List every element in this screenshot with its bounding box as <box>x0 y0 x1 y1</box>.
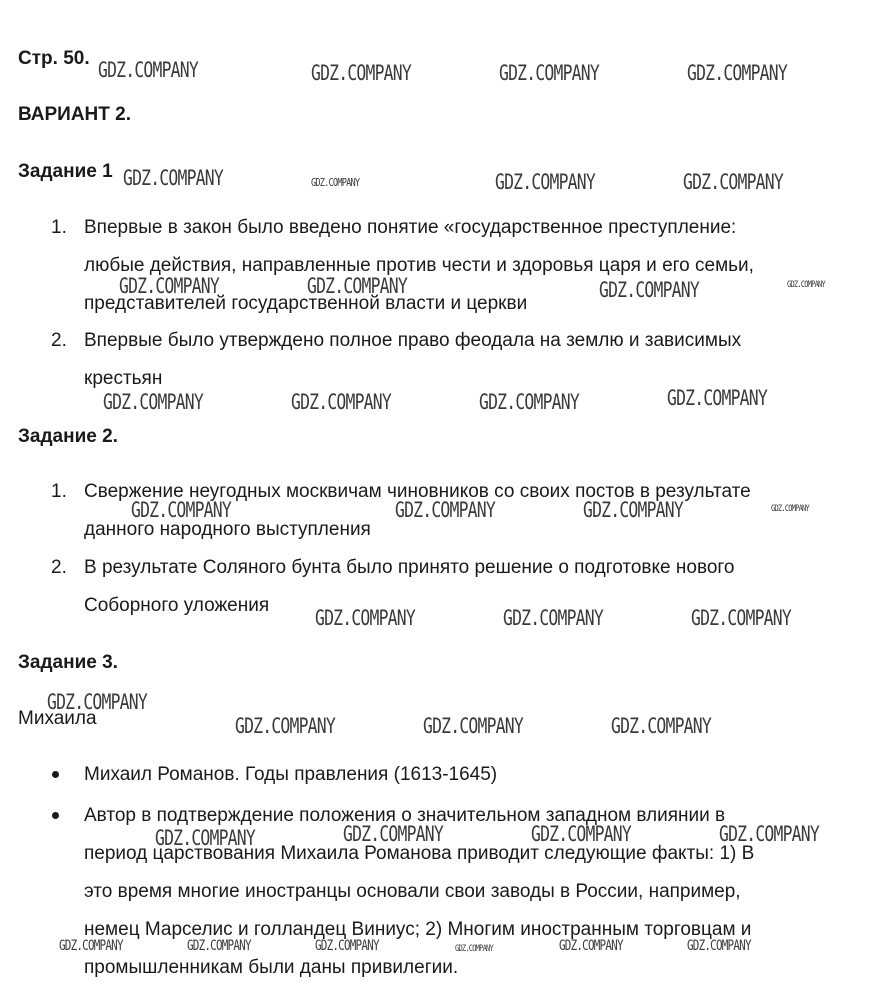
watermark: GDZ.COMPANY <box>315 938 379 954</box>
watermark: GDZ.COMPANY <box>119 274 219 298</box>
watermark: GDZ.COMPANY <box>559 938 623 954</box>
list-number: 1. <box>51 217 67 238</box>
watermark: GDZ.COMPANY <box>311 61 411 85</box>
watermark: GDZ.COMPANY <box>59 938 123 954</box>
watermark: GDZ.COMPANY <box>187 938 251 954</box>
task2-item-2-text: В результате Соляного бунта было принято решение о подготовке нового Соборного уложения <box>84 557 735 616</box>
watermark: GDZ.COMPANY <box>155 826 255 850</box>
list-number: 2. <box>51 330 67 351</box>
watermark: GDZ.COMPANY <box>771 504 809 514</box>
watermark: GDZ.COMPANY <box>503 606 603 630</box>
watermark: GDZ.COMPANY <box>423 714 523 738</box>
watermark: GDZ.COMPANY <box>683 170 783 194</box>
task3-subject: Михаила <box>18 708 97 729</box>
watermark: GDZ.COMPANY <box>395 498 495 522</box>
watermark: GDZ.COMPANY <box>307 274 407 298</box>
task2-item-1-text: Свержение неугодных москвичам чиновников со своих постов в результате данного народного выступления <box>84 481 751 540</box>
bullet-dot <box>52 812 59 819</box>
page-reference: Стр. 50. <box>18 48 90 69</box>
watermark: GDZ.COMPANY <box>47 690 147 714</box>
watermark: GDZ.COMPANY <box>687 938 751 954</box>
task3-bullet-2-text: Автор в подтверждение положения о значительном западном влиянии в период царствования Михаила Романова приводит следующие факты: 1) В это время многие иностранцы основали свои заводы в России, например, немец Марселис и голландец Виниус; 2) Многим иностранным торговцам и промышленникам были даны привилегии. <box>84 805 755 978</box>
bullet-dot <box>52 771 59 778</box>
task2-title: Задание 2. <box>18 426 118 447</box>
task1-item-1-text: Впервые в закон было введено понятие «государственное преступление: любые действия, направленные против чести и здоровья царя и его семьи, представителей государственной власти и церкви <box>84 217 754 314</box>
task1-title: Задание 1 <box>18 161 113 182</box>
watermark: GDZ.COMPANY <box>495 170 595 194</box>
watermark: GDZ.COMPANY <box>787 280 825 290</box>
watermark: GDZ.COMPANY <box>235 714 335 738</box>
watermark: GDZ.COMPANY <box>103 390 203 414</box>
watermark: GDZ.COMPANY <box>315 606 415 630</box>
watermark: GDZ.COMPANY <box>531 822 631 846</box>
watermark: GDZ.COMPANY <box>691 606 791 630</box>
watermark: GDZ.COMPANY <box>599 278 699 302</box>
watermark: GDZ.COMPANY <box>583 498 683 522</box>
watermark: GDZ.COMPANY <box>687 61 787 85</box>
watermark: GDZ.COMPANY <box>123 166 223 190</box>
watermark: GDZ.COMPANY <box>291 390 391 414</box>
task3-bullet-1-text: Михаил Романов. Годы правления (1613-1645) <box>84 764 498 785</box>
watermark: GDZ.COMPANY <box>455 944 493 954</box>
variant-heading: ВАРИАНТ 2. <box>18 104 131 125</box>
watermark: GDZ.COMPANY <box>499 61 599 85</box>
watermark: GDZ.COMPANY <box>311 176 360 189</box>
watermark: GDZ.COMPANY <box>131 498 231 522</box>
task3-title: Задание 3. <box>18 652 118 673</box>
list-number: 2. <box>51 557 67 578</box>
watermark: GDZ.COMPANY <box>343 822 443 846</box>
watermark: GDZ.COMPANY <box>719 822 819 846</box>
task1-item-2-text: Впервые было утверждено полное право феодала на землю и зависимых крестьян <box>84 330 742 389</box>
watermark: GDZ.COMPANY <box>479 390 579 414</box>
watermark: GDZ.COMPANY <box>98 58 198 82</box>
list-number: 1. <box>51 481 67 502</box>
watermark: GDZ.COMPANY <box>611 714 711 738</box>
watermark: GDZ.COMPANY <box>667 386 767 410</box>
